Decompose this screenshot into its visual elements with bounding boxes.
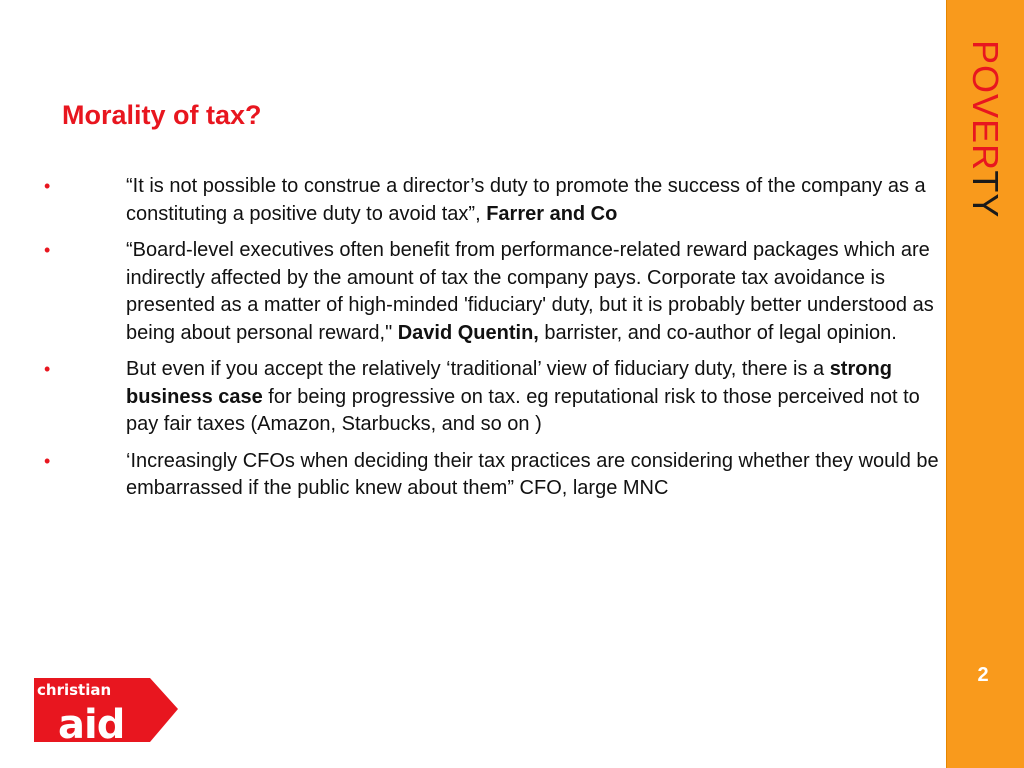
bullet-item: [40, 448, 955, 503]
bullet-dot-icon: •: [44, 240, 51, 260]
svg-text:aid: aid: [58, 702, 125, 746]
bullet-attribution: Farrer and Co: [486, 202, 618, 225]
bullet-dot-icon: •: [44, 359, 51, 379]
bullet-item: [40, 237, 955, 347]
bullet-text: But even if you accept the relatively ‘traditional’ view of fiduciary duty, there is a strong business case for being progressive on tax. eg reputational risk to those perceived not to pay fair taxes (Amazon, Starbucks, and so on ): [126, 358, 920, 435]
poverty-vertical-wordmark: [965, 40, 1006, 219]
bullet-dot-icon: •: [44, 450, 51, 471]
bullet-text: “It is not possible to construe a director’s duty to promote the success of the company as a constituting a positive duty to avoid tax”, Farrer and Co: [126, 175, 926, 225]
christian-aid-logo: [34, 678, 184, 746]
bullet-emphasis: strong business case: [126, 358, 892, 408]
page-number: 2: [977, 664, 989, 686]
bullet-dot-icon: •: [44, 176, 51, 196]
bullet-text: “Board-level executives often benefit from performance-related reward packages which are indirectly affected by the amount of tax the company pays. Corporate tax avoidance is presented as a matter of high-minded 'fiduciary' duty, but it is probably better understood as being about personal reward," David Quentin, barrister, and co-author of legal opinion.: [126, 239, 934, 344]
bullet-list: [40, 173, 955, 512]
bullet-item: [40, 356, 955, 439]
svg-text:christian: christian: [37, 681, 112, 699]
christian-aid-logo-icon: [34, 678, 184, 746]
wordmark-dark-part: TY: [965, 170, 1006, 219]
bullet-attribution: David Quentin,: [397, 321, 539, 344]
bullet-item: [40, 173, 955, 228]
slide-title: Morality of tax?: [62, 100, 262, 130]
wordmark-red-part: POVER: [965, 40, 1006, 171]
bullet-text: ‘Increasingly CFOs when deciding their tax practices are considering whether they would be embarrassed if the public knew about them” CFO, large MNC: [126, 449, 939, 499]
